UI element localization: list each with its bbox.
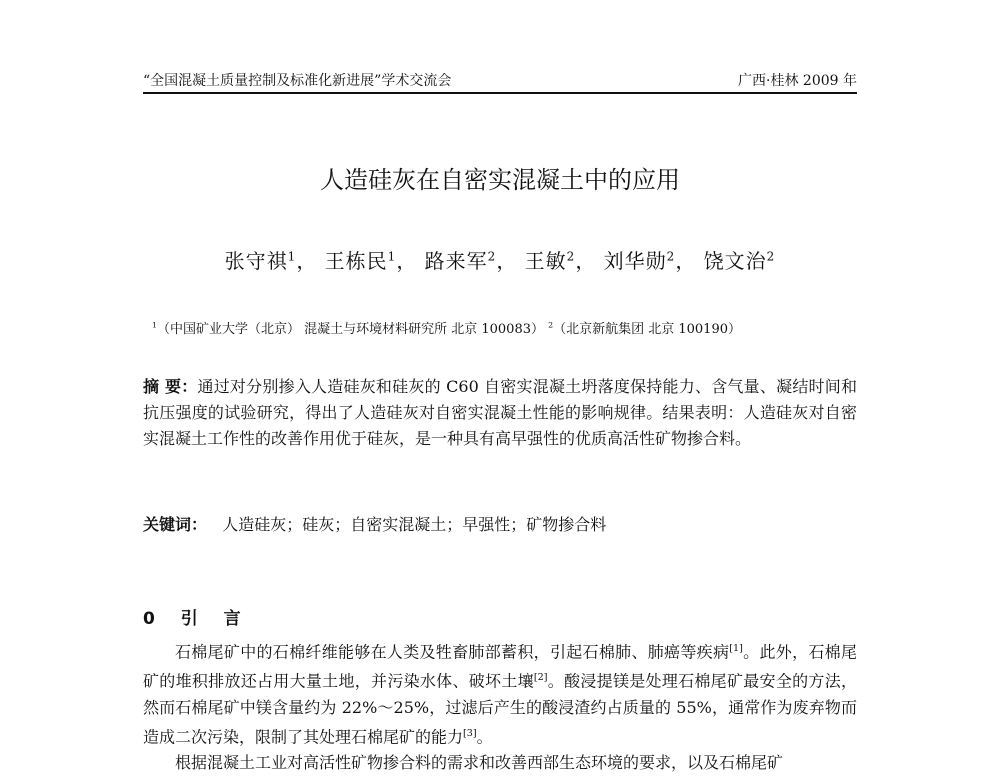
keywords: [143, 512, 857, 538]
keywords-text: 人造硅灰；硅灰；自密实混凝土；早强性；矿物掺合料: [222, 515, 607, 534]
paragraph: [143, 636, 857, 750]
affiliation-mark: 1: [152, 320, 157, 330]
affiliation-1: （中国矿业大学（北京） 混凝土与环境材料研究所 北京 100083）: [156, 322, 544, 337]
section-title: 引 言: [180, 609, 241, 629]
author-affiliation-mark: 1: [287, 249, 297, 264]
author: 张守祺: [224, 249, 288, 273]
section-number: 0: [143, 609, 155, 629]
paper-title: 人造硅灰在自密实混凝土中的应用: [320, 166, 680, 194]
author-affiliation-mark: 2: [566, 249, 576, 264]
author: 王栋民: [324, 249, 388, 273]
abstract: [143, 374, 857, 452]
author: 饶文治: [703, 249, 767, 273]
author-affiliation-mark: 2: [666, 249, 676, 264]
keywords-label: 关键词：: [143, 515, 208, 534]
author: 刘华勋: [603, 249, 667, 273]
author: 路来军: [424, 249, 488, 273]
running-header-location-year: 广西·桂林 2009 年: [738, 73, 857, 89]
affiliations: [152, 318, 741, 337]
affiliation-2: （北京新航集团 北京 100190）: [553, 322, 742, 337]
text-run: 石棉尾矿中的石棉纤维能够在人类及牲畜肺部蓄积，引起石棉肺、肺癌等疾病: [175, 642, 730, 662]
paragraph: 根据混凝土工业对高活性矿物掺合料的需求和改善西部生态环境的要求，以及石棉尾矿: [175, 752, 784, 772]
section-heading: [143, 604, 241, 629]
affiliation-mark: 2: [548, 320, 554, 330]
header-rule: [143, 92, 857, 94]
text-run: 。: [476, 726, 493, 746]
author-affiliation-mark: 2: [487, 249, 497, 264]
abstract-label: 摘 要：: [143, 377, 198, 396]
text-run: 。酸浸提镁是处理石棉尾矿最安全的方法，然而石棉尾矿中镁含量约为 22%～25%，过滤后产生的酸浸渣约占质量的 55%，通常作为废弃物而造成二次污染，限制了其处理石棉尾矿的能力: [143, 671, 857, 746]
running-header-conference: “全国混凝土质量控制及标准化新进展”学术交流会: [143, 73, 452, 89]
text-run: 。此外，石棉尾矿的堆积排放还占用大量土地，并污染水体、破坏土壤: [143, 642, 857, 691]
author-affiliation-mark: 2: [766, 249, 776, 264]
author: 王敏: [524, 249, 567, 273]
author-affiliation-mark: 1: [387, 249, 397, 264]
citation: [3]: [463, 727, 477, 739]
body-text: [143, 636, 857, 776]
author-list: 张守祺$^1$， 王栋民$^1$， 路来军$^2$， 王敏$^2$， 刘华勋$^2$， 饶文治$^2$: [224, 249, 776, 273]
citation: [2]: [533, 672, 548, 684]
abstract-text: 通过对分别掺入人造硅灰和硅灰的 C60 自密实混凝土坍落度保持能力、含气量、凝结时间和抗压强度的试验研究，得出了人造硅灰对自密实混凝土性能的影响规律。结果表明：人造硅灰对自密实混凝土工作性的改善作用优于硅灰，是一种具有高早强性的优质高活性矿物掺合料。: [143, 377, 857, 448]
citation: [1]: [729, 643, 743, 654]
